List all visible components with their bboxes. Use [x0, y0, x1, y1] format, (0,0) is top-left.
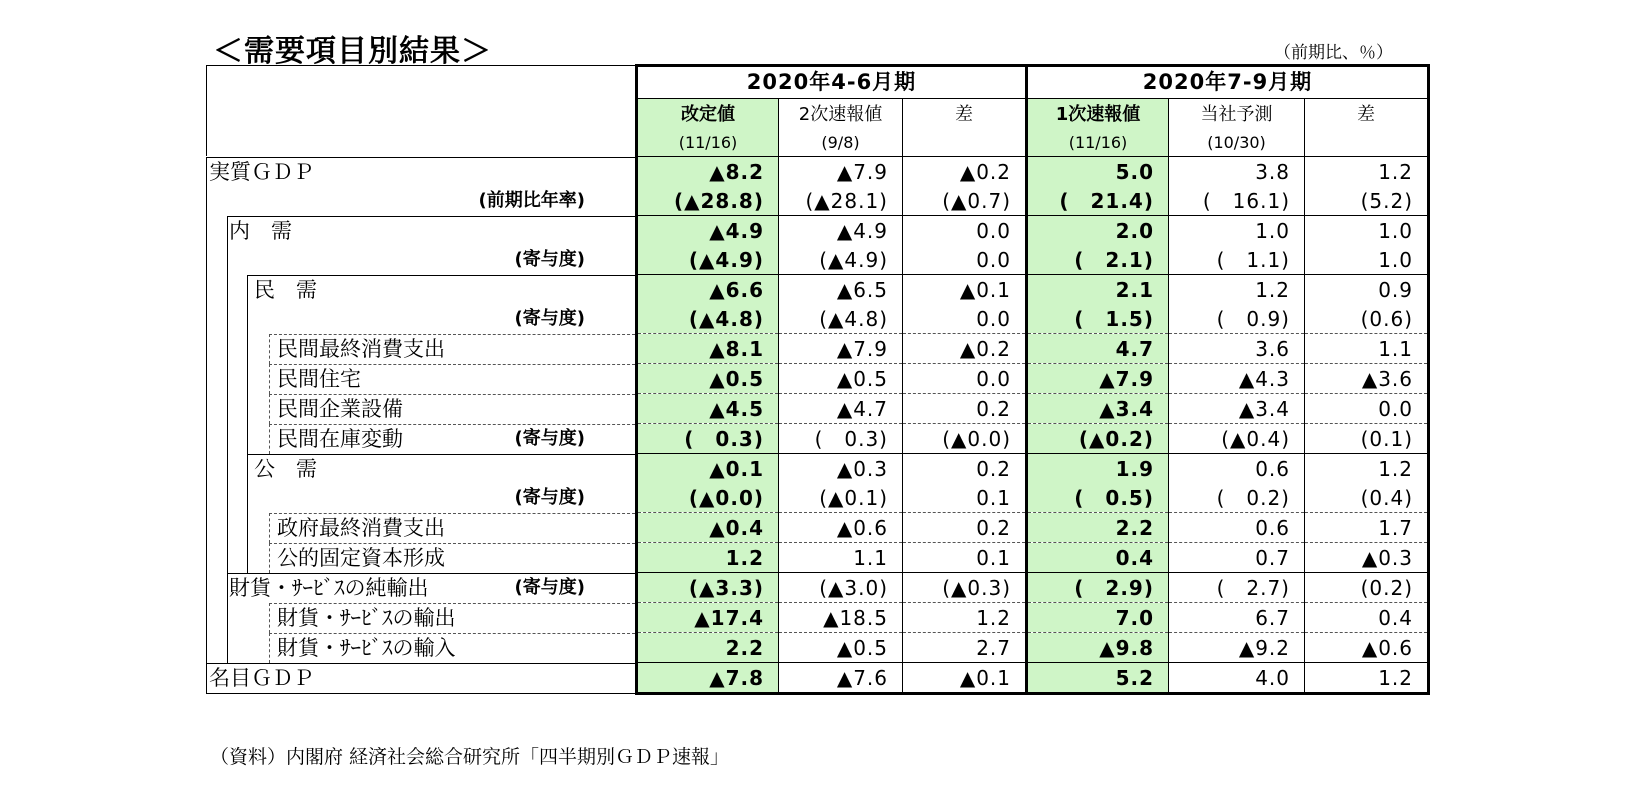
row-label-cell — [207, 424, 637, 454]
col-header-diff-1: 差 — [903, 99, 1027, 131]
value-cell: ▲4.3 — [1169, 364, 1305, 394]
table-row — [207, 603, 1429, 633]
row-label-cell — [207, 603, 637, 633]
value-cell: ▲7.8 — [637, 663, 779, 694]
value-cell: ▲0.2 — [903, 157, 1027, 187]
row-label-cell — [207, 543, 637, 573]
value-cell: 6.7 — [1169, 603, 1305, 633]
row-label: 財貨・ｻｰﾋﾞｽの輸入 — [277, 635, 456, 660]
value-cell: ▲18.5 — [779, 603, 903, 633]
value-cell: 1.0 — [1305, 216, 1429, 246]
value-cell: ▲0.4 — [637, 513, 779, 543]
value-cell: 1.1 — [779, 543, 903, 573]
row-label: 名目ＧＤＰ — [209, 665, 314, 690]
table-row — [207, 394, 1429, 424]
table-row — [207, 543, 1429, 573]
value-cell: 1.2 — [1305, 663, 1429, 694]
value-cell: 0.4 — [1305, 603, 1429, 633]
value-cell: ( 0.2) — [1169, 483, 1305, 513]
value-cell: ▲9.8 — [1027, 633, 1169, 663]
col-date-diff-1 — [903, 130, 1027, 156]
header-blank-3 — [207, 130, 637, 156]
value-cell: ▲4.7 — [779, 394, 903, 424]
value-cell: ▲0.1 — [903, 275, 1027, 305]
row-label-cell — [207, 483, 637, 513]
value-cell: ( 16.1) — [1169, 186, 1305, 216]
row-sublabel: (前期比年率) — [478, 190, 585, 211]
value-cell: (▲0.0) — [903, 424, 1027, 454]
value-cell: 1.2 — [637, 543, 779, 573]
row-label-cell — [207, 334, 637, 364]
value-cell: ▲0.5 — [779, 364, 903, 394]
value-cell: 2.1 — [1027, 275, 1169, 305]
table-row — [207, 633, 1429, 663]
value-cell: ▲7.6 — [779, 663, 903, 694]
value-cell: 2.2 — [637, 633, 779, 663]
table-row — [207, 663, 1429, 694]
table-row — [207, 424, 1429, 454]
value-cell: (▲0.1) — [779, 483, 903, 513]
col-date-forecast: (10/30) — [1169, 130, 1305, 156]
value-cell: 0.2 — [903, 513, 1027, 543]
col-date-second-prelim: (9/8) — [779, 130, 903, 156]
value-cell: ▲7.9 — [779, 157, 903, 187]
value-cell: 2.0 — [1027, 216, 1169, 246]
value-cell: (5.2) — [1305, 186, 1429, 216]
value-cell: ▲7.9 — [1027, 364, 1169, 394]
table-row — [207, 513, 1429, 543]
value-cell: (▲0.2) — [1027, 424, 1169, 454]
value-cell: 2.7 — [903, 633, 1027, 663]
value-cell: ▲3.4 — [1027, 394, 1169, 424]
value-cell: 3.8 — [1169, 157, 1305, 187]
value-cell: ( 0.5) — [1027, 483, 1169, 513]
row-label: 民間最終消費支出 — [277, 336, 445, 361]
table-row — [207, 186, 1429, 216]
value-cell: (0.1) — [1305, 424, 1429, 454]
row-sublabel: (寄与度) — [514, 427, 585, 449]
value-cell: ( 0.3) — [637, 424, 779, 454]
table-row — [207, 483, 1429, 513]
row-label-cell — [207, 275, 637, 305]
row-label-cell — [207, 573, 637, 603]
value-cell: ▲4.9 — [637, 216, 779, 246]
row-sublabel: (寄与度) — [514, 576, 585, 598]
value-cell: 0.2 — [903, 394, 1027, 424]
value-cell: (▲28.1) — [779, 186, 903, 216]
value-cell: ( 2.1) — [1027, 245, 1169, 275]
row-sublabel: (寄与度) — [514, 308, 585, 329]
source-note: （資料）内閣府 経済社会総合研究所「四半期別ＧＤＰ速報」 — [210, 746, 730, 768]
value-cell: ▲17.4 — [637, 603, 779, 633]
value-cell: 4.0 — [1169, 663, 1305, 694]
table-row — [207, 157, 1429, 187]
value-cell: 1.2 — [903, 603, 1027, 633]
value-cell: ▲7.9 — [779, 334, 903, 364]
value-cell: 0.0 — [903, 245, 1027, 275]
row-label-cell — [207, 663, 637, 694]
value-cell: 2.2 — [1027, 513, 1169, 543]
row-label-cell — [207, 454, 637, 484]
col-date-revised: (11/16) — [637, 130, 779, 156]
value-cell: (▲0.3) — [903, 573, 1027, 603]
value-cell: ▲4.5 — [637, 394, 779, 424]
value-cell: ▲6.6 — [637, 275, 779, 305]
table-row — [207, 334, 1429, 364]
unit-note: （前期比、％） — [1274, 43, 1393, 63]
row-label: 政府最終消費支出 — [277, 515, 445, 540]
row-label: 内 需 — [229, 218, 292, 243]
value-cell: 1.0 — [1169, 216, 1305, 246]
value-cell: ( 1.1) — [1169, 245, 1305, 275]
period-header-q2: 2020年4-6月期 — [637, 66, 1027, 99]
row-label: 民間企業設備 — [277, 396, 403, 421]
value-cell: 5.2 — [1027, 663, 1169, 694]
col-header-second-prelim: 2次速報値 — [779, 99, 903, 131]
row-label-cell — [207, 633, 637, 663]
value-cell: (▲28.8) — [637, 186, 779, 216]
value-cell: 0.6 — [1169, 454, 1305, 484]
value-cell: ( 2.9) — [1027, 573, 1169, 603]
value-cell: (▲0.0) — [637, 483, 779, 513]
value-cell: (▲4.8) — [637, 304, 779, 334]
value-cell: 0.0 — [1305, 394, 1429, 424]
value-cell: ▲0.6 — [779, 513, 903, 543]
value-cell: 7.0 — [1027, 603, 1169, 633]
row-sublabel: (寄与度) — [514, 249, 585, 270]
value-cell: 1.2 — [1305, 454, 1429, 484]
value-cell: 0.4 — [1027, 543, 1169, 573]
value-cell: (▲3.3) — [637, 573, 779, 603]
col-date-first-prelim: (11/16) — [1027, 130, 1169, 156]
value-cell: (0.4) — [1305, 483, 1429, 513]
value-cell: (▲4.9) — [637, 245, 779, 275]
col-header-diff-2: 差 — [1305, 99, 1429, 131]
value-cell: ▲0.3 — [1305, 543, 1429, 573]
col-header-revised: 改定値 — [637, 99, 779, 131]
value-cell: ( 21.4) — [1027, 186, 1169, 216]
value-cell: 0.2 — [903, 454, 1027, 484]
value-cell: 1.7 — [1305, 513, 1429, 543]
value-cell: 0.1 — [903, 543, 1027, 573]
row-label-cell — [207, 304, 637, 334]
value-cell: 1.9 — [1027, 454, 1169, 484]
value-cell: (0.2) — [1305, 573, 1429, 603]
value-cell: (▲3.0) — [779, 573, 903, 603]
value-cell: ▲3.6 — [1305, 364, 1429, 394]
period-header-q3: 2020年7-9月期 — [1027, 66, 1429, 99]
col-header-first-prelim: 1次速報値 — [1027, 99, 1169, 131]
value-cell: 5.0 — [1027, 157, 1169, 187]
table-row — [207, 275, 1429, 305]
value-cell: ▲0.5 — [779, 633, 903, 663]
value-cell: 0.1 — [903, 483, 1027, 513]
demand-results-table — [206, 64, 1430, 695]
value-cell: ▲0.6 — [1305, 633, 1429, 663]
value-cell: 0.0 — [903, 216, 1027, 246]
value-cell: 0.6 — [1169, 513, 1305, 543]
row-label: 財貨・ｻｰﾋﾞｽの輸出 — [277, 605, 456, 630]
row-label-cell — [207, 157, 637, 187]
value-cell: ▲4.9 — [779, 216, 903, 246]
header-blank — [207, 66, 637, 99]
value-cell: 3.6 — [1169, 334, 1305, 364]
value-cell: ▲8.2 — [637, 157, 779, 187]
row-label: 公 需 — [254, 456, 317, 481]
table-row — [207, 364, 1429, 394]
header-blank-2 — [207, 99, 637, 131]
row-label-cell — [207, 364, 637, 394]
row-label-cell — [207, 216, 637, 246]
row-label: 民間在庫変動 — [277, 426, 403, 451]
value-cell: 1.1 — [1305, 334, 1429, 364]
value-cell: 0.9 — [1305, 275, 1429, 305]
value-cell: (▲4.9) — [779, 245, 903, 275]
table-row — [207, 245, 1429, 275]
value-cell: (▲0.4) — [1169, 424, 1305, 454]
value-cell: ( 0.9) — [1169, 304, 1305, 334]
value-cell: ▲0.3 — [779, 454, 903, 484]
value-cell: ▲6.5 — [779, 275, 903, 305]
value-cell: ▲0.1 — [903, 663, 1027, 694]
value-cell: ▲0.2 — [903, 334, 1027, 364]
table-row — [207, 216, 1429, 246]
value-cell: 1.0 — [1305, 245, 1429, 275]
value-cell: 0.7 — [1169, 543, 1305, 573]
value-cell: 0.0 — [903, 304, 1027, 334]
value-cell: ▲0.5 — [637, 364, 779, 394]
value-cell: 0.0 — [903, 364, 1027, 394]
value-cell: (▲4.8) — [779, 304, 903, 334]
value-cell: ( 2.7) — [1169, 573, 1305, 603]
value-cell: ▲3.4 — [1169, 394, 1305, 424]
row-sublabel: (寄与度) — [514, 487, 585, 508]
table-title: ＜需要項目別結果＞ — [213, 34, 492, 69]
row-label: 財貨・ｻｰﾋﾞｽの純輸出 — [229, 575, 429, 600]
row-label-cell — [207, 394, 637, 424]
value-cell: ▲8.1 — [637, 334, 779, 364]
value-cell: ▲0.1 — [637, 454, 779, 484]
table-row — [207, 573, 1429, 603]
table-row — [207, 304, 1429, 334]
value-cell: 4.7 — [1027, 334, 1169, 364]
value-cell: ( 0.3) — [779, 424, 903, 454]
value-cell: ( 1.5) — [1027, 304, 1169, 334]
row-label: 公的固定資本形成 — [277, 545, 445, 570]
row-label: 民 需 — [254, 277, 317, 302]
col-header-forecast: 当社予測 — [1169, 99, 1305, 131]
row-label: 民間住宅 — [277, 366, 361, 391]
value-cell: ▲9.2 — [1169, 633, 1305, 663]
value-cell: (0.6) — [1305, 304, 1429, 334]
value-cell: 1.2 — [1305, 157, 1429, 187]
row-label-cell — [207, 513, 637, 543]
row-label-cell — [207, 186, 637, 216]
value-cell: 1.2 — [1169, 275, 1305, 305]
row-label-cell — [207, 245, 637, 275]
data-body — [206, 156, 1430, 695]
value-cell: (▲0.7) — [903, 186, 1027, 216]
col-date-diff-2 — [1305, 130, 1429, 156]
row-label: 実質ＧＤＰ — [209, 159, 314, 184]
table-row — [207, 454, 1429, 484]
